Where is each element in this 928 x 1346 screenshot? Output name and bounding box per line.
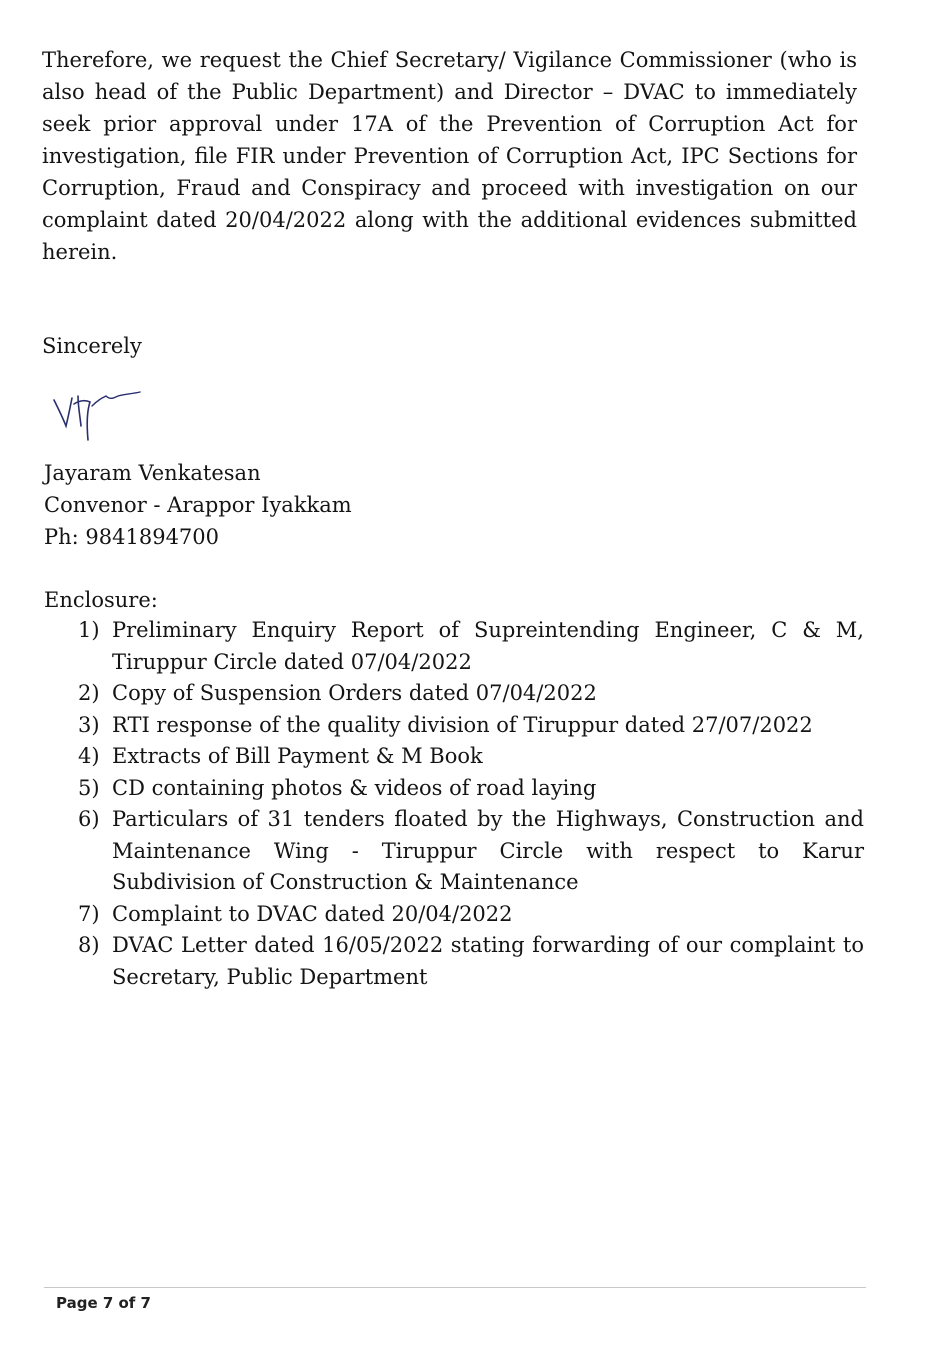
enclosure-item-number: 5) [78,775,100,800]
enclosure-item-text: DVAC Letter dated 16/05/2022 stating forwarding of our complaint to Secretary, Public Department [112,933,864,989]
page-number: Page 7 of 7 [56,1294,151,1312]
enclosure-item-number: 4) [78,744,100,768]
enclosure-item [78,899,864,931]
enclosure-item-number: 8) [78,933,100,957]
sender-block [44,457,352,553]
enclosure-item-number: 6) [78,807,100,831]
enclosure-item-text: CD containing photos & videos of road laying [112,775,597,800]
enclosure-item-number: 7) [78,901,100,926]
sender-title: Convenor - Arappor Iyakkam [44,493,352,517]
signature-image [48,382,158,452]
enclosure-item-text: Extracts of Bill Payment & M Book [112,744,483,768]
enclosure-item [78,773,864,805]
enclosure-item-text: Copy of Suspension Orders dated 07/04/2022 [112,681,597,705]
enclosure-item [78,615,864,678]
enclosure-heading: Enclosure: [44,588,158,612]
footer-divider [44,1287,866,1288]
enclosure-item [78,930,864,993]
enclosure-item [78,741,864,773]
closing-salutation: Sincerely [42,334,142,358]
sender-name: Jayaram Venkatesan [44,461,261,485]
enclosure-list [78,615,864,993]
sender-phone: Ph: 9841894700 [44,525,220,549]
enclosure-item-text: RTI response of the quality division of Tiruppur dated 27/07/2022 [112,712,813,737]
enclosure-item [78,710,864,742]
enclosure-item-number: 3) [78,712,100,737]
enclosure-item [78,804,864,899]
enclosure-item-number: 2) [78,681,100,705]
enclosure-item-text: Particulars of 31 tenders floated by the Highways, Construction and Maintenance Wing - Tiruppur Circle with respect to Karur Subdivision of Construction & Maintenance [112,807,864,894]
enclosure-item-text: Complaint to DVAC dated 20/04/2022 [112,901,513,926]
enclosure-item-text: Preliminary Enquiry Report of Supreintending Engineer, C & M, Tiruppur Circle dated 07/04/2022 [112,618,864,674]
enclosure-item [78,678,864,710]
request-paragraph: Therefore, we request the Chief Secretary/ Vigilance Commissioner (who is also head of the Public Department) and Director – DVAC to immediately seek prior approval under 17A of the Prevention of Corruption Act for investigation, file FIR under Prevention of Corruption Act, IPC Sections for Corruption, Fraud and Conspiracy and proceed with investigation on our complaint dated 20/04/2022 along with the additional evidences submitted herein. [42,48,857,264]
enclosure-item-number: 1) [78,618,100,642]
